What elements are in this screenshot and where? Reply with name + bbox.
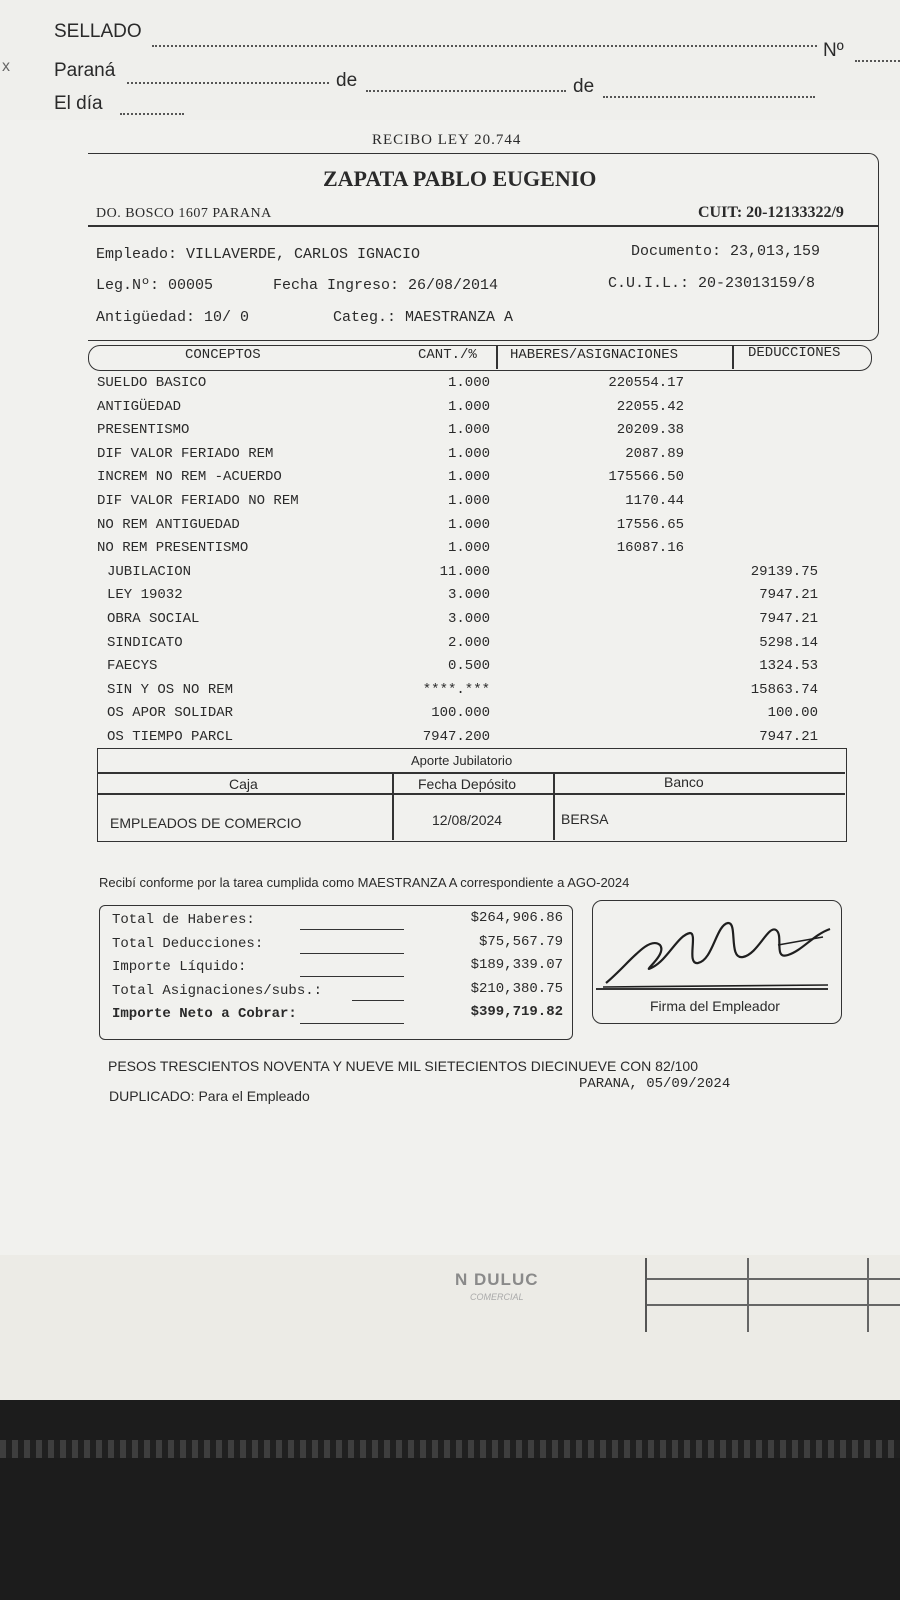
employer-divider — [88, 225, 878, 227]
total-label: Total de Haberes: — [112, 912, 255, 928]
row-haberes: 2087.89 — [625, 445, 684, 462]
row-concepto: OS TIEMPO PARCL — [107, 729, 234, 745]
edge-strip — [0, 1440, 900, 1458]
row-concepto: FAECYS — [107, 658, 158, 675]
row-concepto: SUELDO BASICO — [97, 375, 207, 391]
row-concepto: SIN Y OS NO REM — [107, 681, 234, 698]
aporte-header-caja: Caja — [229, 776, 258, 792]
total-value: $264,906.86 — [470, 910, 563, 926]
row-concepto: JUBILACION — [107, 563, 192, 580]
aporte-title: Aporte Jubilatorio — [411, 753, 513, 768]
row-deducciones: 7947.21 — [759, 611, 818, 627]
dia-dots — [120, 113, 184, 115]
header-haberes: HABERES/ASIGNACIONES — [510, 347, 679, 363]
total-value: $189,339.07 — [470, 957, 563, 973]
row-deducciones: 5298.14 — [759, 634, 818, 651]
row-deducciones: 7947.21 — [759, 729, 818, 745]
employee-fecha-ingreso: Fecha Ingreso: 26/08/2014 — [273, 277, 499, 294]
total-underline — [352, 1000, 404, 1001]
row-haberes: 20209.38 — [616, 422, 684, 439]
row-cantidad: 3.000 — [447, 587, 490, 604]
employee-categoria: Categ.: MAESTRANZA A — [333, 309, 514, 326]
numero-label: Nº — [823, 40, 844, 61]
underlying-grid — [645, 1258, 900, 1332]
row-cantidad: ****.*** — [422, 681, 490, 698]
row-deducciones: 7947.21 — [759, 587, 818, 604]
total-label: Importe Neto a Cobrar: — [112, 1006, 297, 1022]
aporte-header-banco: Banco — [664, 774, 704, 790]
row-concepto: DIF VALOR FERIADO NO REM — [97, 493, 299, 509]
total-underline — [300, 1023, 404, 1024]
row-concepto: OS APOR SOLIDAR — [107, 705, 234, 722]
aporte-sep-2 — [553, 772, 555, 840]
de2-dots — [603, 96, 815, 98]
total-label: Importe Líquido: — [112, 959, 247, 975]
employee-legajo: Leg.Nº: 00005 — [96, 277, 214, 294]
row-concepto: PRESENTISMO — [97, 422, 190, 439]
lugar-label: Paraná — [54, 60, 116, 81]
place-date: PARANA, 05/09/2024 — [579, 1076, 731, 1092]
employee-cuil: C.U.I.L.: 20-23013159/8 — [608, 275, 816, 292]
row-cantidad: 1.000 — [447, 540, 490, 557]
row-cantidad: 1.000 — [447, 493, 490, 509]
row-concepto: LEY 19032 — [107, 587, 183, 604]
row-cantidad: 7947.200 — [422, 729, 490, 745]
row-haberes: 1170.44 — [625, 493, 684, 509]
underlying-logo: N DULUC — [455, 1270, 539, 1289]
row-cantidad: 1.000 — [447, 398, 490, 415]
row-cantidad: 11.000 — [439, 563, 490, 580]
row-deducciones: 15863.74 — [750, 681, 818, 698]
row-cantidad: 1.000 — [447, 445, 490, 462]
row-concepto: NO REM ANTIGUEDAD — [97, 516, 240, 533]
total-underline — [300, 929, 404, 930]
lugar-dots — [127, 82, 329, 84]
stamp-header — [0, 0, 900, 120]
de2-label: de — [573, 76, 595, 97]
row-deducciones: 1324.53 — [759, 658, 818, 675]
row-concepto: OBRA SOCIAL — [107, 611, 200, 627]
sellado-dots — [152, 45, 817, 47]
total-underline — [300, 976, 404, 977]
aporte-fecha: 12/08/2024 — [432, 812, 503, 828]
row-cantidad: 1.000 — [447, 375, 490, 391]
employee-antiguedad: Antigüedad: 10/ 0 — [96, 309, 250, 326]
aporte-caja: EMPLEADOS DE COMERCIO — [110, 815, 302, 831]
underlying-logo-sub: COMERCIAL — [470, 1292, 524, 1302]
aporte-header-fecha: Fecha Depósito — [418, 776, 517, 792]
total-label: Total Asignaciones/subs.: — [112, 982, 323, 999]
row-concepto: NO REM PRESENTISMO — [97, 540, 249, 557]
header-sep-2 — [732, 345, 734, 369]
row-cantidad: 2.000 — [447, 634, 490, 651]
edge-mark: x — [2, 58, 10, 75]
row-haberes: 220554.17 — [608, 375, 684, 391]
de1-dots — [366, 90, 566, 92]
row-haberes: 22055.42 — [616, 398, 684, 415]
row-concepto: ANTIGÜEDAD — [97, 398, 182, 415]
employer-name: ZAPATA PABLO EUGENIO — [323, 166, 597, 191]
aporte-banco: BERSA — [561, 811, 609, 827]
sellado-label: SELLADO — [54, 21, 142, 42]
total-value: $399,719.82 — [470, 1004, 563, 1020]
aporte-line-1 — [97, 772, 845, 774]
row-haberes: 16087.16 — [616, 540, 684, 557]
row-cantidad: 3.000 — [447, 611, 490, 627]
employer-cuit: CUIT: 20-12133322/9 — [698, 204, 844, 221]
employer-address: DO. BOSCO 1607 PARANA — [96, 206, 272, 221]
row-cantidad: 1.000 — [447, 422, 490, 439]
dark-background — [0, 1400, 900, 1600]
row-cantidad: 1.000 — [447, 469, 490, 486]
total-label: Total Deducciones: — [112, 935, 264, 952]
row-concepto: INCREM NO REM -ACUERDO — [97, 469, 282, 486]
dia-label: El día — [54, 93, 103, 114]
row-concepto: DIF VALOR FERIADO REM — [97, 445, 274, 462]
receipt-title: RECIBO LEY 20.744 — [372, 132, 522, 148]
row-cantidad: 100.000 — [431, 705, 490, 722]
conformity-text: Recibí conforme por la tarea cumplida como MAESTRANZA A correspondiente a AGO-2024 — [99, 875, 630, 890]
row-cantidad: 0.500 — [447, 658, 490, 675]
row-haberes: 17556.65 — [616, 516, 684, 533]
employee-name: Empleado: VILLAVERDE, CARLOS IGNACIO — [96, 246, 421, 263]
employee-document: Documento: 23,013,159 — [631, 243, 821, 260]
duplicado-label: DUPLICADO: Para el Empleado — [109, 1088, 310, 1104]
numero-dots — [855, 60, 900, 62]
de1-label: de — [336, 70, 358, 91]
row-concepto: SINDICATO — [107, 634, 183, 651]
header-cantidad: CANT./% — [418, 347, 477, 363]
row-cantidad: 1.000 — [447, 516, 490, 533]
total-value: $210,380.75 — [470, 980, 563, 997]
aporte-line-2 — [97, 793, 845, 795]
amount-in-words: PESOS TRESCIENTOS NOVENTA Y NUEVE MIL SIETECIENTOS DIECINUEVE CON 82/100 — [108, 1058, 698, 1074]
header-conceptos: CONCEPTOS — [185, 347, 261, 363]
row-haberes: 175566.50 — [608, 469, 684, 486]
row-deducciones: 100.00 — [767, 705, 818, 722]
signature-line — [596, 988, 828, 990]
header-sep-1 — [496, 345, 498, 369]
total-value: $75,567.79 — [478, 933, 563, 950]
total-underline — [300, 953, 404, 954]
aporte-sep-1 — [392, 772, 394, 840]
row-deducciones: 29139.75 — [750, 563, 818, 580]
header-deducciones: DEDUCCIONES — [748, 345, 841, 361]
signature-label: Firma del Empleador — [650, 998, 780, 1014]
signature-scribble — [598, 905, 838, 995]
